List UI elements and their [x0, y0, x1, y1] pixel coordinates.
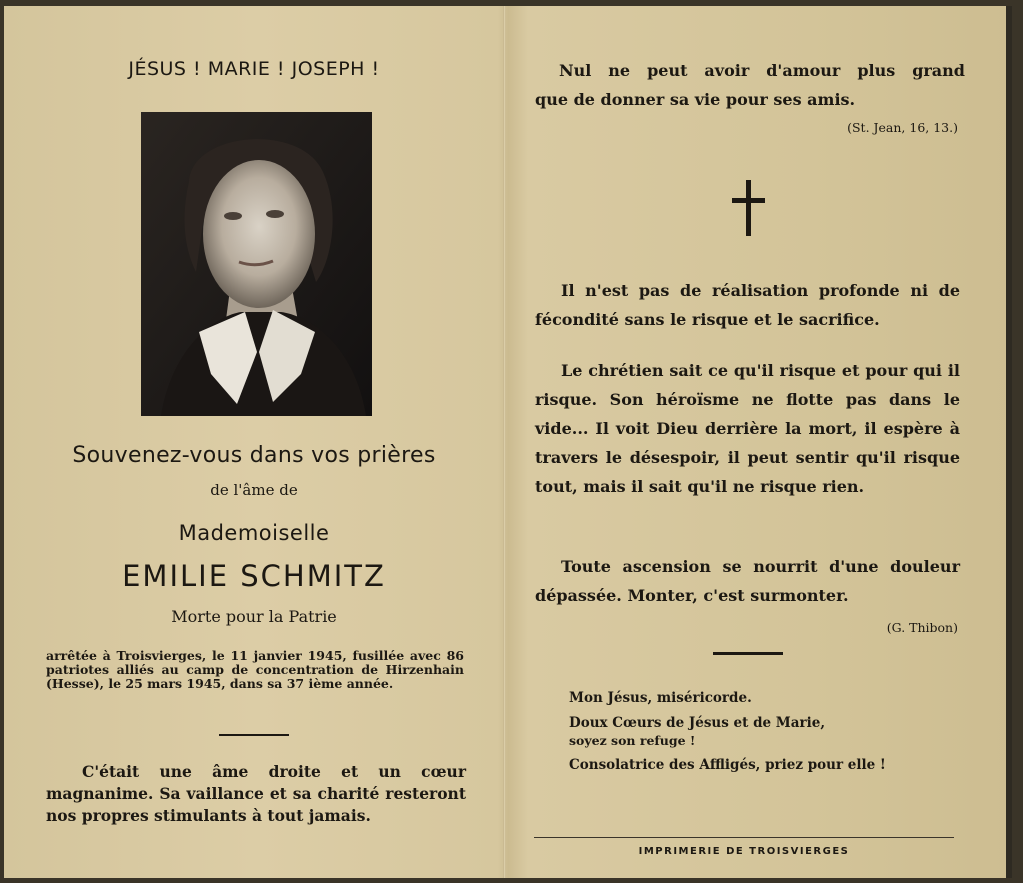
- tribute-paragraph: C'était une âme droite et un cœur magnanime. Sa vaillance et sa charité resteront nos propres stimulants à tout jamais.: [46, 762, 466, 825]
- reflection-paragraph-1: Il n'est pas de réalisation profonde ni de fécondité sans le risque et le sacrifice.: [535, 281, 960, 329]
- invocation-heading: JÉSUS ! MARIE ! JOSEPH !: [128, 58, 380, 80]
- printer-rule: [534, 837, 954, 838]
- deceased-name: EMILIE SCHMITZ: [122, 559, 386, 593]
- soul-of-line: de l'âme de: [210, 481, 298, 499]
- scripture-quote: [535, 56, 965, 114]
- honorific-title: Mademoiselle: [178, 521, 330, 545]
- divider-rule: [219, 734, 289, 736]
- frame-edge: [1006, 6, 1012, 878]
- died-for-homeland: Morte pour la Patrie: [171, 607, 337, 626]
- portrait-image: [141, 112, 372, 416]
- memorial-card: [4, 6, 1012, 878]
- reflection-paragraph-3: Toute ascension se nourrit d'une douleur dépassée. Monter, c'est surmonter.: [535, 557, 960, 605]
- scripture-source: (St. Jean, 16, 13.): [847, 120, 958, 135]
- prayer-invocations: [569, 690, 959, 782]
- scripture-quote-line-1: Nul ne peut avoir d'amour plus grand: [559, 61, 965, 80]
- latin-cross-icon: [732, 180, 766, 236]
- left-panel: [4, 6, 504, 878]
- prayer-line-2b: soyez son refuge !: [569, 733, 696, 748]
- remember-prayer-line: Souvenez-vous dans vos prières: [72, 443, 436, 468]
- divider-rule-right: [713, 652, 783, 655]
- portrait-photo: [141, 112, 372, 416]
- reflection-paragraph-2: Le chrétien sait ce qu'il risque et pour qui il risque. Son héroïsme ne flotte pas dans le vide... Il voit Dieu derrière la mort, il espère à travers le désespoir, il peut sentir qu'il risque tout, mais il sait qu'il ne risque rien.: [535, 361, 960, 496]
- scripture-quote-line-2: que de donner sa vie pour ses amis.: [535, 90, 856, 109]
- prayer-line-2: Doux Cœurs de Jésus et de Marie,: [569, 715, 826, 731]
- printer-imprint: IMPRIMERIE DE TROISVIERGES: [638, 846, 850, 857]
- thibon-source: (G. Thibon): [886, 620, 958, 635]
- arrest-execution-details: arrêtée à Troisvierges, le 11 janvier 1945, fusillée avec 86 patriotes alliés au camp de concentration de Hirzenhain (Hesse), le 25 mars 1945, dans sa 37 ième année.: [46, 648, 464, 691]
- prayer-line-1: Mon Jésus, miséricorde.: [569, 690, 752, 706]
- prayer-line-3: Consolatrice des Affligés, priez pour elle !: [569, 757, 886, 773]
